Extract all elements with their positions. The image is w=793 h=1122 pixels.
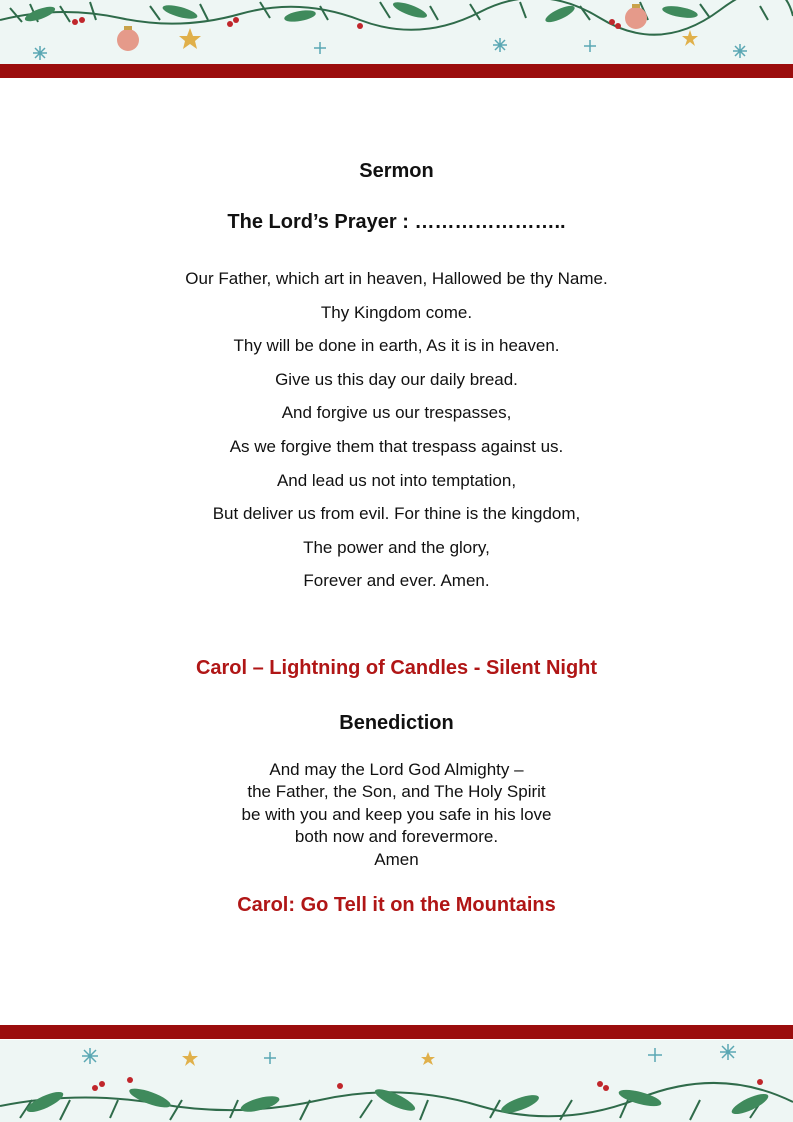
benediction-line: And may the Lord God Almighty – [269, 760, 524, 779]
prayer-line: And lead us not into temptation, [276, 470, 517, 490]
benediction-line: be with you and keep you safe in his love [241, 804, 552, 824]
prayer-line: As we forgive them that trespass against us. [229, 436, 564, 456]
carol-silent-night-heading: Carol – Lightning of Candles - Silent Night [195, 657, 598, 679]
sermon-heading: Sermon [359, 160, 434, 182]
benediction-line: the Father, the Son, and The Holy Spirit [247, 782, 546, 802]
holly-garland-decoration [0, 1040, 793, 1122]
benediction-line: Amen [374, 849, 419, 869]
bottom-holiday-banner [0, 1040, 793, 1122]
lords-prayer-text [0, 267, 793, 603]
carol-go-tell-it-heading: Carol: Go Tell it on the Mountains [237, 894, 556, 916]
lords-prayer-heading: The Lord’s Prayer : ………………….. [227, 211, 566, 233]
prayer-line: Give us this day our daily bread. [275, 369, 518, 389]
prayer-line: But deliver us from evil. For thine is the kingdom, [212, 504, 581, 524]
bottom-red-band [0, 1025, 793, 1039]
top-red-band [0, 64, 793, 78]
prayer-line: Thy Kingdom come. [320, 302, 473, 322]
prayer-line: Our Father, which art in heaven, Hallowed be thy Name. [185, 269, 608, 288]
prayer-line: And forgive us our trespasses, [281, 403, 512, 423]
prayer-line: Forever and ever. Amen. [303, 571, 490, 591]
benediction-text [0, 759, 793, 871]
benediction-line: both now and forevermore. [294, 827, 499, 847]
benediction-heading: Benediction [339, 712, 454, 734]
top-holiday-banner [0, 0, 793, 64]
prayer-line: The power and the glory, [303, 537, 490, 557]
prayer-line: Thy will be done in earth, As it is in heaven. [233, 336, 560, 356]
holly-garland-decoration [0, 0, 793, 64]
